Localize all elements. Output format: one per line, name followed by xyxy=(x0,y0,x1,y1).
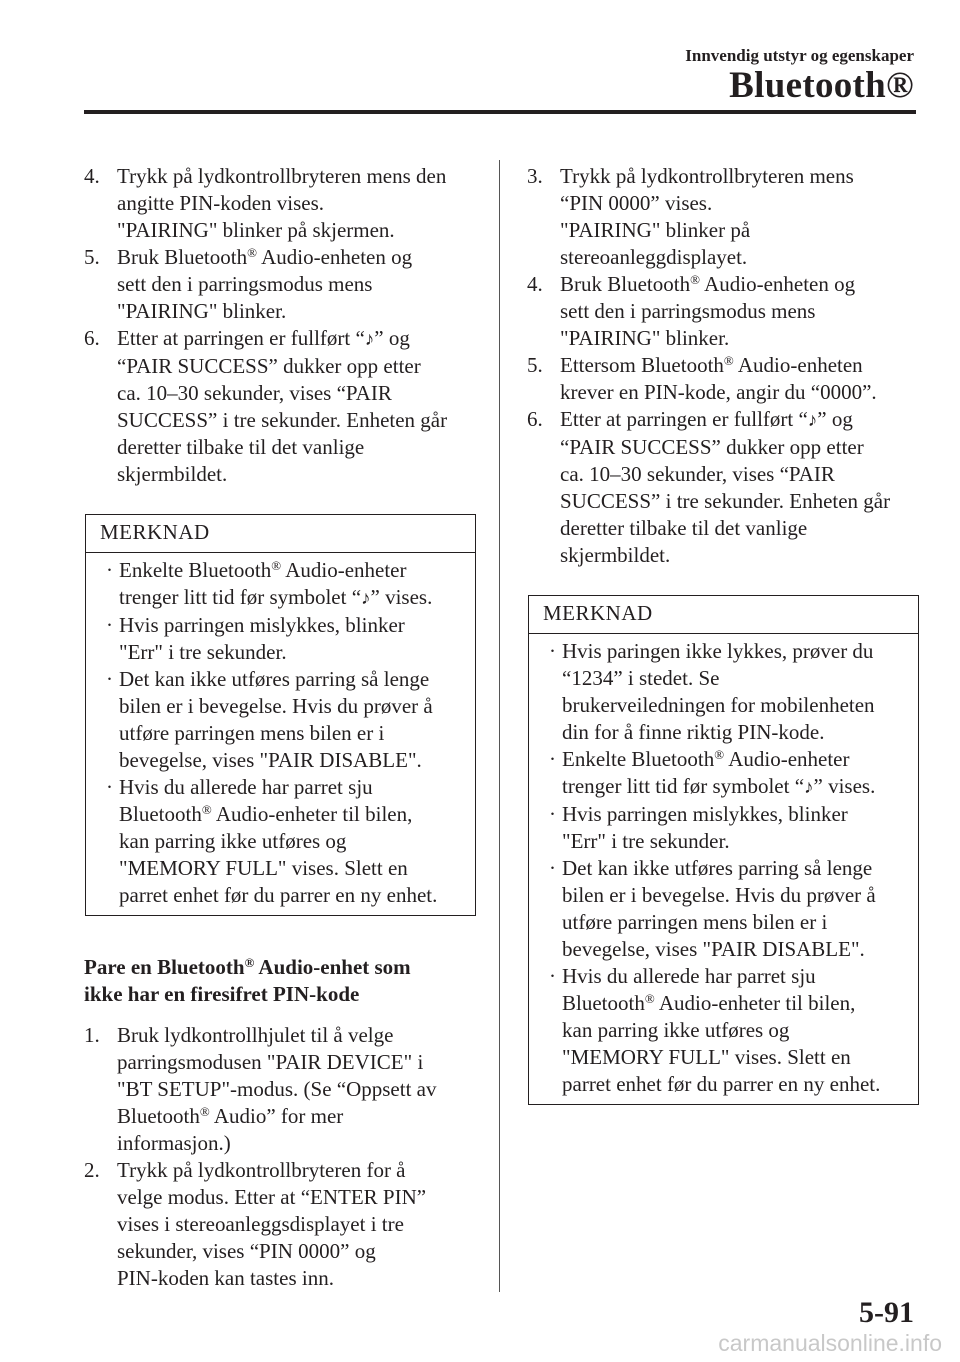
text-line: Hvis du allerede har parret sju xyxy=(119,775,373,799)
note-item xyxy=(543,963,914,1098)
text-segment: Enkelte Bluetooth xyxy=(119,558,272,582)
text-line: Bruk lydkontrollhjulet til å velge xyxy=(117,1023,394,1047)
text-segment: Audio-enheten og xyxy=(699,272,856,296)
music-note-icon: ♪ xyxy=(807,410,818,431)
registered-mark: ® xyxy=(199,1104,210,1119)
header-rule xyxy=(84,110,916,114)
bullet: · xyxy=(106,775,113,799)
text-segment: Ettersom Bluetooth xyxy=(560,353,724,377)
text-segment: Audio-enheter til bilen, xyxy=(211,802,413,826)
text-line: kan parring ikke utføres og xyxy=(119,829,347,853)
bullet: · xyxy=(549,856,556,880)
text-line: sett den i parringsmodus mens xyxy=(117,272,373,296)
registered-mark: ® xyxy=(723,353,734,368)
text-line: Trykk på lydkontrollbryteren for å xyxy=(117,1158,406,1182)
text-line: Hvis parringen mislykkes, blinker xyxy=(562,802,848,826)
text-line: “PAIR SUCCESS” dukker opp etter xyxy=(117,354,421,378)
right-column xyxy=(527,163,919,1105)
text-segment: ” vises. xyxy=(370,585,433,609)
registered-mark: ® xyxy=(271,558,282,573)
text-segment: ” og xyxy=(817,407,853,431)
left-column xyxy=(84,163,476,1292)
text-line: “PIN 0000” vises. xyxy=(560,191,713,215)
step-number: 4. xyxy=(84,164,100,188)
text-line: parringsmodusen "PAIR DEVICE" i xyxy=(117,1050,424,1074)
text-segment: Audio” for mer xyxy=(209,1104,344,1128)
text-line: "PAIRING" blinker på xyxy=(560,218,751,242)
text-segment: trenger litt tid før symbolet “ xyxy=(562,774,805,798)
bullet: · xyxy=(106,667,113,691)
text-line xyxy=(560,406,919,434)
text-line xyxy=(119,801,471,828)
text-line: "PAIRING" blinker. xyxy=(117,299,287,323)
text-segment: Audio-enheter xyxy=(724,747,850,771)
registered-mark: ® xyxy=(201,802,212,817)
text-line: "MEMORY FULL" vises. Slett en xyxy=(119,856,408,880)
text-line: utføre parringen mens bilen er i xyxy=(562,910,828,934)
text-line: "PAIRING" blinker på skjermen. xyxy=(117,218,395,242)
text-segment: Bluetooth xyxy=(119,802,202,826)
text-line xyxy=(84,954,476,981)
text-line: "PAIRING" blinker. xyxy=(560,326,730,350)
text-line: "Err" i tre sekunder. xyxy=(562,829,730,853)
text-line: angitte PIN-koden vises. xyxy=(117,191,325,215)
note-item xyxy=(543,855,914,963)
text-segment: Bluetooth xyxy=(562,991,645,1015)
text-segment: Etter at parringen er fullført “ xyxy=(117,326,365,350)
text-segment: trenger litt tid før symbolet “ xyxy=(119,585,362,609)
registered-mark: ® xyxy=(247,245,257,260)
section-label: Innvendig utstyr og egenskaper xyxy=(685,46,914,65)
step-4-right xyxy=(527,271,919,352)
text-segment: Bruk Bluetooth xyxy=(117,245,248,269)
text-line: brukerveiledningen for mobilenheten xyxy=(562,693,875,717)
note-title: MERKNAD xyxy=(529,596,918,634)
text-line: PIN-koden kan tastes inn. xyxy=(117,1266,334,1290)
step-6-left xyxy=(84,325,476,488)
bullet: · xyxy=(549,639,556,663)
step-number: 6. xyxy=(527,407,543,431)
step-1-left xyxy=(84,1022,476,1157)
column-divider xyxy=(499,160,500,1292)
text-line: stereoanleggdisplayet. xyxy=(560,245,748,269)
text-line: parret enhet før du parrer en ny enhet. xyxy=(119,883,438,907)
text-line: bilen er i bevegelse. Hvis du prøver å xyxy=(562,883,876,907)
text-segment: ” vises. xyxy=(813,774,876,798)
step-5-left xyxy=(84,244,476,325)
step-number: 3. xyxy=(527,164,543,188)
music-note-icon: ♪ xyxy=(361,588,371,609)
text-line: Hvis paringen ikke lykkes, prøver du xyxy=(562,639,874,663)
step-number: 6. xyxy=(84,326,100,350)
text-line: utføre parringen mens bilen er i xyxy=(119,721,385,745)
music-note-icon: ♪ xyxy=(804,777,814,798)
step-5-right xyxy=(527,352,919,406)
step-number: 1. xyxy=(84,1023,100,1047)
note-item xyxy=(543,746,914,801)
text-segment: Bluetooth xyxy=(117,1104,200,1128)
note-box-left xyxy=(85,514,476,916)
note-item xyxy=(100,774,471,909)
text-segment: ” og xyxy=(374,326,410,350)
text-line: Trykk på lydkontrollbryteren mens den xyxy=(117,164,447,188)
text-line xyxy=(562,746,914,773)
text-line: SUCCESS” i tre sekunder. Enheten går xyxy=(560,489,891,513)
text-segment: Etter at parringen er fullført “ xyxy=(560,407,808,431)
registered-mark: ® xyxy=(644,991,655,1006)
text-line: SUCCESS” i tre sekunder. Enheten går xyxy=(117,408,448,432)
section-heading xyxy=(84,954,476,1008)
bullet: · xyxy=(106,558,113,582)
registered-mark: ® xyxy=(714,747,725,762)
text-line: velge modus. Etter at “ENTER PIN” xyxy=(117,1185,427,1209)
bullet: · xyxy=(549,964,556,988)
step-number: 5. xyxy=(84,245,100,269)
text-line: Hvis parringen mislykkes, blinker xyxy=(119,613,405,637)
music-note-icon: ♪ xyxy=(364,329,375,350)
note-box-right xyxy=(528,595,919,1105)
bullet: · xyxy=(106,613,113,637)
step-2-left xyxy=(84,1157,476,1292)
text-line: ca. 10–30 sekunder, vises “PAIR xyxy=(117,381,392,405)
text-line: “PAIR SUCCESS” dukker opp etter xyxy=(560,435,864,459)
note-item xyxy=(543,801,914,855)
text-line xyxy=(119,557,471,584)
step-3-right xyxy=(527,163,919,271)
text-line: bevegelse, vises "PAIR DISABLE". xyxy=(562,937,865,961)
note-item xyxy=(100,557,471,612)
text-line: sett den i parringsmodus mens xyxy=(560,299,816,323)
text-segment: Audio-enhet som xyxy=(254,955,411,979)
text-line: "BT SETUP"-modus. (Se “Oppsett av xyxy=(117,1077,437,1101)
text-line: "Err" i tre sekunder. xyxy=(119,640,287,664)
text-segment: Audio-enheter til bilen, xyxy=(654,991,856,1015)
text-line: "MEMORY FULL" vises. Slett en xyxy=(562,1045,851,1069)
page-title: Bluetooth® xyxy=(729,65,914,106)
text-line xyxy=(562,990,914,1017)
text-line: skjermbildet. xyxy=(117,462,228,486)
text-line: sekunder, vises “PIN 0000” og xyxy=(117,1239,376,1263)
text-segment: Audio-enheten xyxy=(733,353,863,377)
text-line: deretter tilbake til det vanlige xyxy=(560,516,808,540)
text-line: din for å finne riktig PIN-kode. xyxy=(562,720,825,744)
watermark: carmanualsonline.info xyxy=(718,1330,942,1356)
text-line: deretter tilbake til det vanlige xyxy=(117,435,365,459)
text-line: krever en PIN-kode, angir du “0000”. xyxy=(560,380,877,404)
text-segment: Bruk Bluetooth xyxy=(560,272,691,296)
text-line: Det kan ikke utføres parring så lenge xyxy=(562,856,873,880)
note-title: MERKNAD xyxy=(86,515,475,553)
text-line: ca. 10–30 sekunder, vises “PAIR xyxy=(560,462,835,486)
text-segment: Pare en Bluetooth xyxy=(84,955,245,979)
text-line xyxy=(560,271,919,298)
text-line: Trykk på lydkontrollbryteren mens xyxy=(560,164,854,188)
text-line: informasjon.) xyxy=(117,1131,231,1155)
text-line: kan parring ikke utføres og xyxy=(562,1018,790,1042)
step-number: 2. xyxy=(84,1158,100,1182)
text-line: vises i stereoanleggsdisplayet i tre xyxy=(117,1212,404,1236)
registered-mark: ® xyxy=(690,272,700,287)
text-line: Hvis du allerede har parret sju xyxy=(562,964,816,988)
text-line xyxy=(560,352,919,379)
bullet: · xyxy=(549,802,556,826)
note-item xyxy=(100,612,471,666)
text-line: parret enhet før du parrer en ny enhet. xyxy=(562,1072,881,1096)
registered-mark: ® xyxy=(244,955,255,970)
note-item xyxy=(100,666,471,774)
text-segment: Audio-enheter xyxy=(281,558,407,582)
text-line xyxy=(117,244,476,271)
text-line: skjermbildet. xyxy=(560,543,671,567)
step-number: 5. xyxy=(527,353,543,377)
text-line xyxy=(562,773,914,801)
text-line: bevegelse, vises "PAIR DISABLE". xyxy=(119,748,422,772)
text-line: “1234” i stedet. Se xyxy=(562,666,720,690)
step-6-right xyxy=(527,406,919,569)
step-4-left xyxy=(84,163,476,244)
text-segment: Enkelte Bluetooth xyxy=(562,747,715,771)
page-number: 5-91 xyxy=(859,1296,914,1329)
text-line: ikke har en firesifret PIN-kode xyxy=(84,982,360,1006)
step-number: 4. xyxy=(527,272,543,296)
note-item xyxy=(543,638,914,746)
text-line: bilen er i bevegelse. Hvis du prøver å xyxy=(119,694,433,718)
bullet: · xyxy=(549,747,556,771)
text-line xyxy=(117,325,476,353)
text-line: Det kan ikke utføres parring så lenge xyxy=(119,667,430,691)
text-line xyxy=(119,584,471,612)
text-segment: Audio-enheten og xyxy=(256,245,413,269)
text-line xyxy=(117,1103,476,1130)
